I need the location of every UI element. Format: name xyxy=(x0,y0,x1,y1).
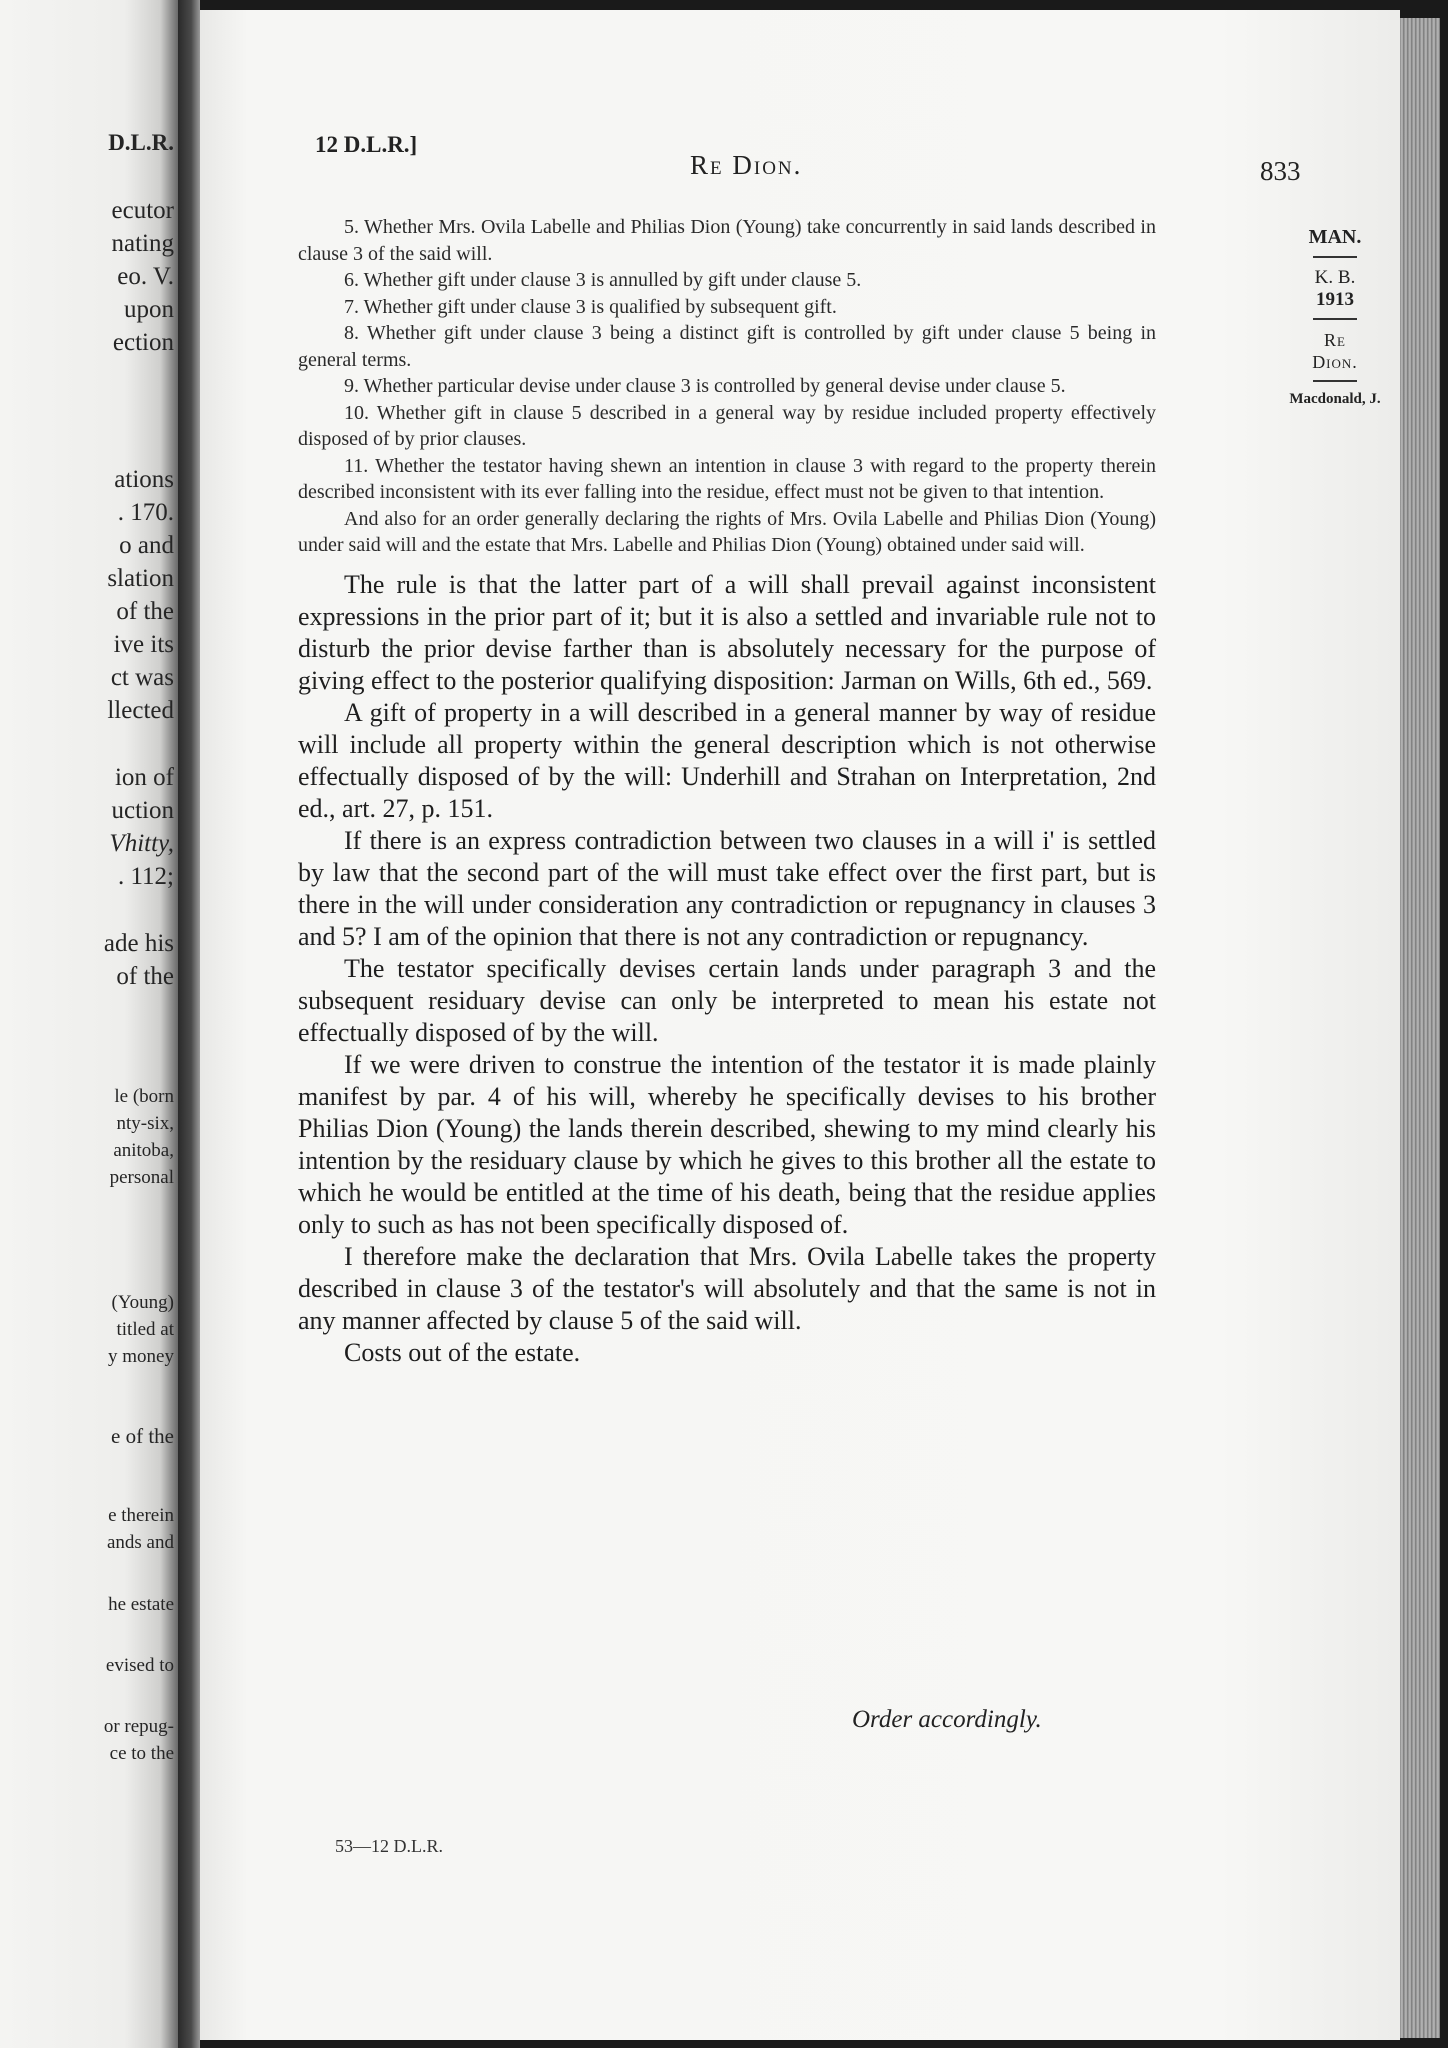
left-page-fragment: . 170. xyxy=(117,499,174,526)
order-request: And also for an order generally declaring the rights of Mrs. Ovila Labelle and Philias Dion (Young) under said will and the estate that Mrs. Labelle and Philias Dion (Young) obtained under said will. xyxy=(298,507,1156,556)
signature-footer: 53—12 D.L.R. xyxy=(335,1836,443,1856)
judgment-block xyxy=(298,569,1156,1369)
question-item: 10. Whether gift in clause 5 described in a general way by residue included property effectively disposed of by prior clauses. xyxy=(298,401,1156,450)
margin-divider xyxy=(1313,256,1357,258)
left-page-fragment: ection xyxy=(112,329,174,356)
left-page-fragment: e of the xyxy=(111,1424,174,1448)
judgment-paragraph: Costs out of the estate. xyxy=(344,1337,581,1367)
left-page-fragment: Vhitty, xyxy=(109,830,174,857)
left-page-fragment: ands and xyxy=(106,1532,174,1553)
margin-note xyxy=(1280,226,1390,408)
running-head-title: Re Dion. xyxy=(690,150,803,180)
question-item: 8. Whether gift under clause 3 being a distinct gift is controlled by gift under clause 5 being in general terms. xyxy=(298,322,1156,371)
left-page-fragment: y money xyxy=(108,1346,174,1367)
margin-divider xyxy=(1313,380,1357,382)
judgment-paragraph: I therefore make the declaration that Mrs. Ovila Labelle takes the property described in clause 3 of the testator's will absolutely and that the same is not in any manner affected by clause 5 of the said will. xyxy=(298,1241,1156,1335)
left-page-fragment: or repug- xyxy=(103,1716,174,1737)
left-page-fragment: titled at xyxy=(116,1319,174,1340)
left-page-fragment: o and xyxy=(119,532,174,559)
left-page-fragment: llected xyxy=(107,697,174,724)
judgment-paragraph: If there is an express contradiction between two clauses in a will i' is settled by law that the second part of the will must take effect over the first part, but is there in the will under consideration any contradiction or repugnancy in clauses 3 and 5? I am of the opinion that there is not any contradiction or repugnancy. xyxy=(298,825,1156,951)
left-page-fragment: (Young) xyxy=(111,1292,174,1313)
left-page-fragment: D.L.R. xyxy=(108,130,174,155)
question-item: 7. Whether gift under clause 3 is qualified by subsequent gift. xyxy=(344,295,837,318)
questions-block xyxy=(298,214,1156,559)
margin-year: 1913 xyxy=(1316,289,1354,310)
left-page-fragment: ade his xyxy=(103,930,174,957)
margin-case-line1: Re xyxy=(1324,330,1346,350)
left-page-fragment: ct was xyxy=(110,664,174,691)
left-page xyxy=(0,0,178,2048)
left-page-fragment: e therein xyxy=(108,1505,174,1526)
margin-court: MAN. xyxy=(1308,226,1362,248)
closing-order: Order accordingly. xyxy=(852,1706,1042,1733)
left-page-fragment: ations xyxy=(114,466,174,493)
left-page-fragment: anitoba, xyxy=(113,1140,174,1161)
left-page-fragment: uction xyxy=(111,797,174,824)
judgment-paragraph: The testator specifically devises certain lands under paragraph 3 and the subsequent residuary devise can only be interpreted to mean his estate not effectually disposed of by the will. xyxy=(298,953,1156,1047)
right-page xyxy=(200,10,1400,2040)
question-item: 9. Whether particular devise under clause 3 is controlled by general devise under clause 5. xyxy=(344,375,1066,397)
left-page-fragment: evised to xyxy=(105,1655,174,1676)
question-item: 6. Whether gift under clause 3 is annulled by gift under clause 5. xyxy=(344,269,862,291)
left-page-fragment: of the xyxy=(116,963,174,990)
margin-case-line2: Dion. xyxy=(1312,352,1358,372)
margin-division: K. B. xyxy=(1314,267,1356,288)
margin-divider xyxy=(1313,318,1357,320)
book-fore-edge xyxy=(1400,18,1440,2038)
margin-judge: Macdonald, J. xyxy=(1289,391,1381,407)
left-page-fragment: ive its xyxy=(113,631,174,658)
left-page-fragment: ecutor xyxy=(111,197,174,224)
left-page-fragment: nating xyxy=(111,230,174,257)
running-head-volume: 12 D.L.R.] xyxy=(315,132,418,157)
left-page-fragment: personal xyxy=(109,1167,174,1188)
question-item: 11. Whether the testator having shewn an intention in clause 3 with regard to the property therein described inconsistent with its ever falling into the residue, effect must not be given to that intention. xyxy=(298,454,1156,503)
question-item: 5. Whether Mrs. Ovila Labelle and Philias Dion (Young) take concurrently in said lands described in clause 3 of the said will. xyxy=(298,216,1156,265)
page-number: 833 xyxy=(1260,156,1301,186)
left-page-fragment: ion of xyxy=(114,764,174,791)
judgment-paragraph: The rule is that the latter part of a will shall prevail against inconsistent expressions in the prior part of it; but it is also a settled and invariable rule not to disturb the prior devise farther than is absolutely necessary for the purpose of giving effect to the posterior qualifying disposition: Jarman on Wills, 6th ed., 569. xyxy=(298,569,1156,695)
left-page-fragment: ce to the xyxy=(109,1743,174,1764)
left-page-fragment: nty-six, xyxy=(116,1113,174,1134)
left-page-fragment: he estate xyxy=(108,1594,174,1615)
left-page-fragment: slation xyxy=(107,565,174,592)
left-page-fragment: . 112; xyxy=(117,863,174,890)
left-page-fragment: le (born xyxy=(114,1086,174,1107)
judgment-paragraph: If we were driven to construe the intention of the testator it is made plainly manifest by par. 4 of his will, whereby he specifically devises to his brother Philias Dion (Young) the lands therein described, shewing to my mind clearly his intention by the residuary clause by which he gives to this brother all the estate to which he would be entitled at the time of his death, being that the residue applies only to such as has not been specifically disposed of. xyxy=(298,1049,1156,1239)
left-page-fragment: upon xyxy=(124,296,174,323)
page-body xyxy=(298,214,1156,1369)
book-gutter xyxy=(178,0,200,2048)
judgment-paragraph: A gift of property in a will described in a general manner by way of residue will include all property within the general description which is not otherwise effectually disposed of by the will: Underhill and Strahan on Interpretation, 2nd ed., art. 27, p. 151. xyxy=(298,697,1156,823)
left-page-fragment: of the xyxy=(116,598,174,625)
left-page-fragment: eo. V. xyxy=(117,263,174,290)
